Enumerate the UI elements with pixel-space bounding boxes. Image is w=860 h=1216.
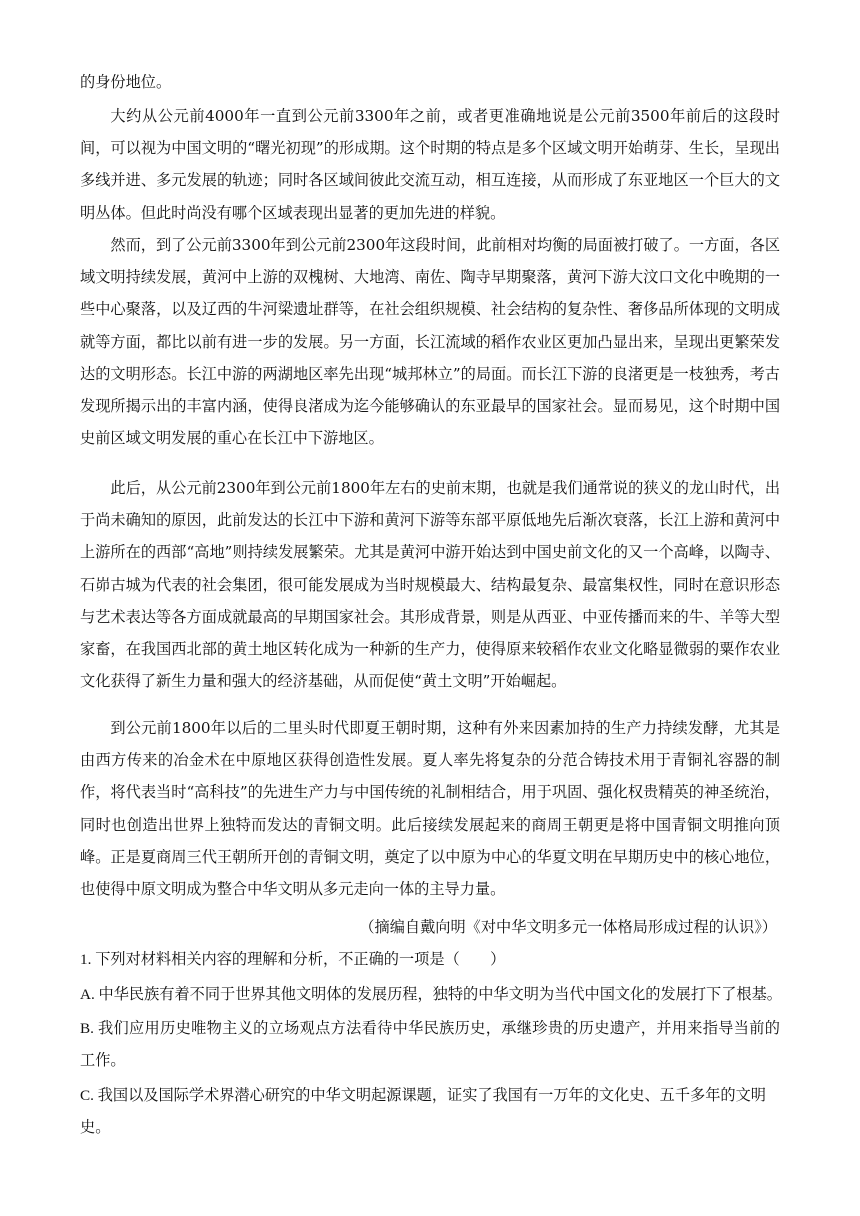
paragraph-continuation: 的身份地位。: [80, 73, 172, 91]
paragraph-balance-broken: 然而，到了公元前3300年到公元前2300年这段时间，此前相对均衡的局面被打破了。一方面，各区域文明持续发展，黄河中上游的双槐树、大地湾、南佐、陶寺早期聚落，黄河下游大汶口文化中晚期的一些中心聚落，以及辽西的牛河梁遗址群等，在社会组织规模、社会结构的复杂性、奢侈品所体现的文明成就等方面，都比以前有进一步的发展。另一方面，长江流域的稻作农业区更加凸显出来，呈现出更繁荣发达的文明形态。长江中游的两湖地区率先出现“城邦林立”的局面。而长江下游的良渚更是一枝独秀，考古发现所揭示出的丰富内涵，使得良渚成为迄今能够确认的东亚最早的国家社会。显而易见，这个时期中国史前区域文明发展的重心在长江中下游地区。: [80, 236, 781, 448]
paragraph-dawn-period: 大约从公元前4000年一直到公元前3300年之前，或者更准确地说是公元前3500年前后的这段时间，可以视为中国文明的“曙光初现”的形成期。这个时期的特点是多个区域文明开始萌芽、生长，呈现出多线并进、多元发展的轨迹；同时各区域间彼此交流互动，相互连接，从而形成了东亚地区一个巨大的文明丛体。但此时尚没有哪个区域表现出显著的更加先进的样貌。: [80, 107, 780, 222]
source-citation: （摘编自戴向明《对中华文明多元一体格局形成过程的认识》）: [359, 918, 777, 936]
option-a: A. 中华民族有着不同于世界其他文明体的发展历程，独特的中华文明为当代中国文化的发展打下了根基。: [80, 986, 782, 1003]
paragraph-erlitou-xia: 到公元前1800年以后的二里头时代即夏王朝时期，这种有外来因素加持的生产力持续发酵，尤其是由西方传来的冶金术在中原地区获得创造性发展。夏人率先将复杂的分范合铸技术用于青铜礼容器的制作，将代表当时“高科技”的先进生产力与中国传统的礼制相结合，用于巩固、强化权贵精英的神圣统治，同时也创造出世界上独特而发达的青铜文明。此后接续发展起来的商周王朝更是将中国青铜文明推向顶峰。正是夏商周三代王朝所开创的青铜文明，奠定了以中原为中心的华夏文明在早期历史中的核心地位，也使得中原文明成为整合中华文明从多元走向一体的主导力量。: [80, 719, 780, 899]
paragraph-longshan-era: 此后，从公元前2300年到公元前1800年左右的史前末期，也就是我们通常说的狭义的龙山时代，出于尚未确知的原因，此前发达的长江中下游和黄河下游等东部平原低地先后渐次衰落，长江上游和黄河中上游所在的西部“高地”则持续发展繁荣。尤其是黄河中游开始达到中国史前文化的又一个高峰，以陶寺、石峁古城为代表的社会集团，很可能发展成为当时规模最大、结构最复杂、最富集权性，同时在意识形态与艺术表达等各方面成就最高的早期国家社会。其形成背景，则是从西亚、中亚传播而来的牛、羊等大型家畜，在我国西北部的黄土地区转化成为一种新的生产力，使得原来较稻作农业文化略显微弱的粟作农业文化获得了新生力量和强大的经济基础，从而促使“黄土文明”开始崛起。: [80, 479, 781, 691]
option-c: C. 我国以及国际学术界潜心研究的中华文明起源课题，证实了我国有一万年的文化史、五千多年的文明史。: [80, 1087, 766, 1136]
option-b: B. 我们应用历史唯物主义的立场观点方法看待中华民族历史，承继珍贵的历史遗产，并用来指导当前的工作。: [80, 1020, 780, 1069]
question-1-stem: 1. 下列对材料相关内容的理解和分析，不正确的一项是（ ）: [80, 951, 506, 968]
